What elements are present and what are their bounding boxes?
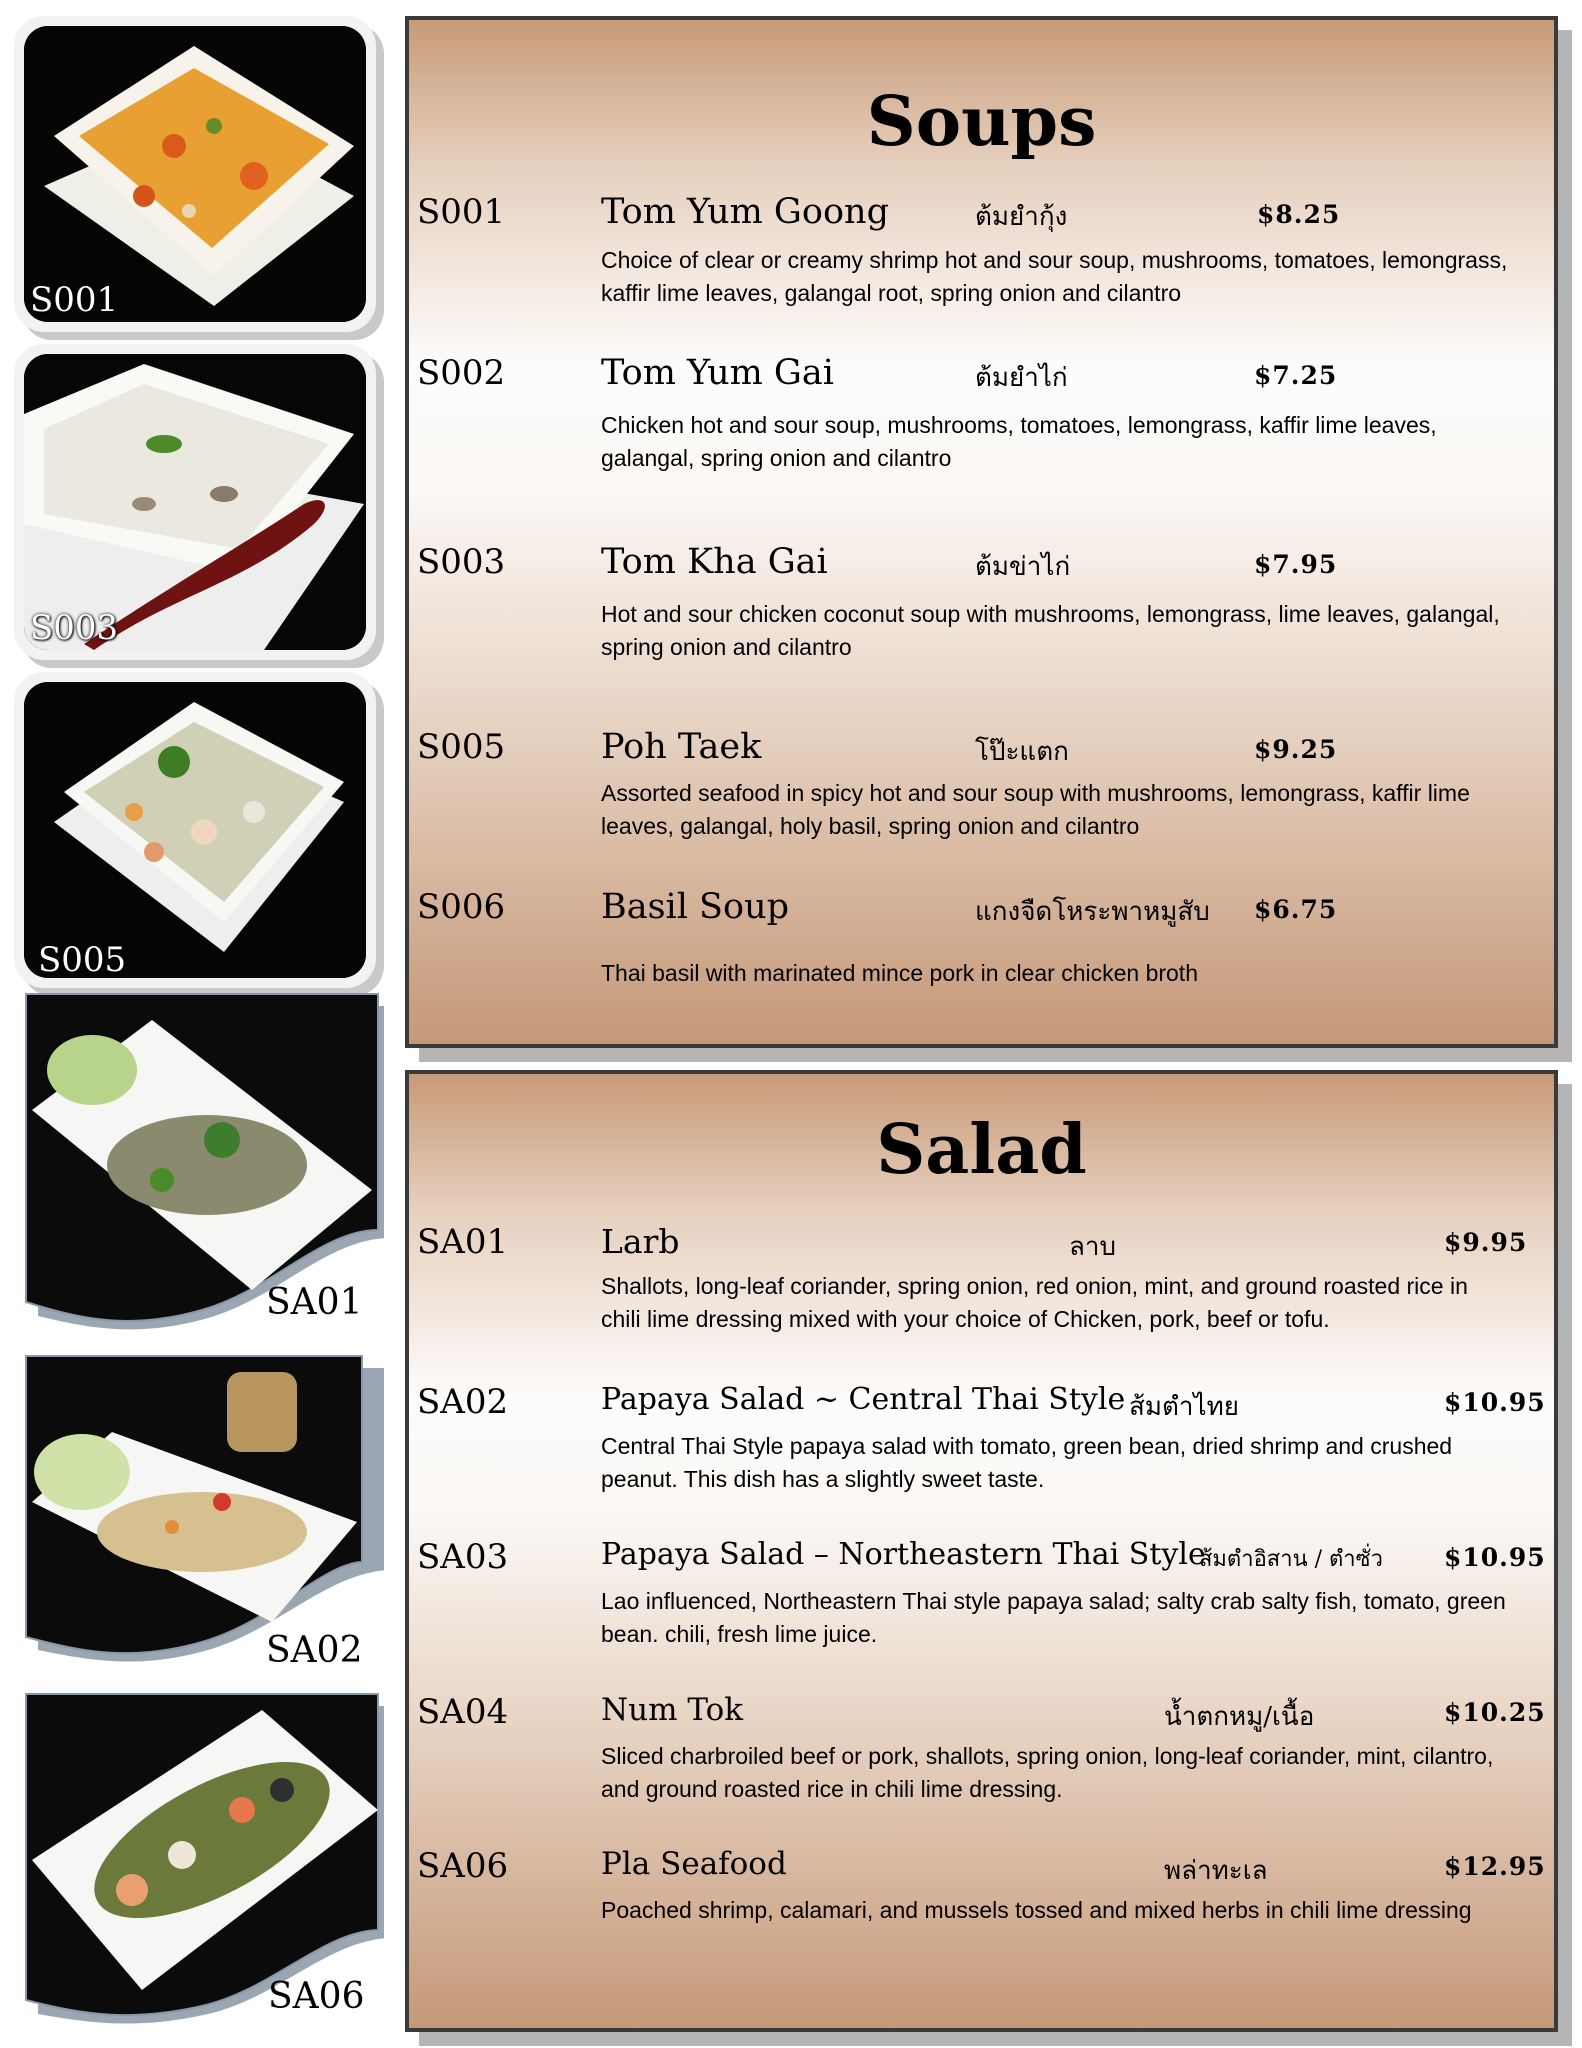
item-description: Choice of clear or creamy shrimp hot and sour soup, mushrooms, tomatoes, lemongrass, kaffir lime leaves, galangal root, spring onion and cilantro (601, 247, 1508, 306)
item-thai-name: ต้มข่าไก่ (975, 552, 1071, 582)
item-description: Assorted seafood in spicy hot and sour soup with mushrooms, lemongrass, kaffir lime leaves, galangal, holy basil, spring onion and cilantro (601, 780, 1470, 839)
item-name: Larb (601, 1222, 680, 1261)
item-description: Poached shrimp, calamari, and mussels tossed and mixed herbs in chili lime dressing (601, 1897, 1472, 1923)
item-thai-name: ส้มตำอิสาน / ตำซั่ว (1199, 1547, 1383, 1572)
salad-panel (405, 1070, 1558, 2032)
item-code: S006 (417, 887, 506, 927)
item-description: Thai basil with marinated mince pork in clear chicken broth (601, 960, 1198, 986)
item-price: $10.25 (1444, 1698, 1546, 1727)
item-price: $12.95 (1444, 1852, 1546, 1881)
item-thai-name: ส้มตำไทย (1129, 1392, 1239, 1422)
photo-card-sa01 (22, 990, 384, 1345)
photo-column (0, 0, 400, 2048)
item-thai-name: น้ำตกหมู/เนื้อ (1164, 1702, 1315, 1732)
photo-label-s003: S003 (30, 608, 119, 648)
item-code: S002 (417, 353, 506, 393)
photo-label-sa06: SA06 (268, 1976, 365, 2017)
item-thai-name: ลาบ (1069, 1232, 1117, 1262)
soups-panel (405, 16, 1558, 1048)
item-name: Papaya Salad – Northeastern Thai Style (601, 1537, 1206, 1572)
item-thai-name: ต้มยำกุ้ง (975, 202, 1068, 232)
item-price: $10.95 (1444, 1543, 1546, 1572)
item-price: $7.95 (1254, 550, 1338, 579)
salad-title: Salad (876, 1110, 1087, 1190)
item-description: Shallots, long-leaf coriander, spring onion, red onion, mint, and ground roasted rice in chili lime dressing mixed with your choice of Chicken, pork, beef or tofu. (601, 1273, 1468, 1332)
item-name: Basil Soup (601, 887, 790, 927)
item-name: Tom Kha Gai (601, 542, 828, 582)
photo-label-s005: S005 (38, 940, 127, 980)
item-name: Tom Yum Gai (601, 353, 834, 393)
item-thai-name: โป๊ะแตก (975, 737, 1069, 767)
soup-bowl-image (24, 26, 366, 322)
item-code: S003 (417, 542, 506, 582)
photo-card-s001 (14, 16, 376, 332)
soup-bowl-image (24, 354, 366, 650)
photo-card-s005 (14, 672, 376, 988)
item-code: SA01 (417, 1222, 509, 1262)
item-code: SA02 (417, 1382, 509, 1422)
item-code: SA04 (417, 1692, 509, 1732)
photo-label-sa01: SA01 (266, 1282, 363, 1323)
item-thai-name: พล่าทะเล (1164, 1856, 1268, 1886)
item-price: $9.95 (1444, 1228, 1528, 1257)
item-name: Tom Yum Goong (601, 192, 889, 232)
item-price: $6.75 (1254, 895, 1338, 924)
item-name: Num Tok (601, 1692, 744, 1728)
item-description: Hot and sour chicken coconut soup with mushrooms, lemongrass, lime leaves, galangal, spring onion and cilantro (601, 601, 1500, 660)
photo-s001 (24, 26, 366, 322)
item-name: Poh Taek (601, 727, 762, 767)
photo-card-sa06 (22, 1690, 384, 2040)
item-description: Sliced charbroiled beef or pork, shallots, spring onion, long-leaf coriander, mint, cilantro, and ground roasted rice in chili lime dressing. (601, 1743, 1494, 1802)
soup-bowl-image (24, 682, 366, 978)
item-price: $8.25 (1257, 200, 1341, 229)
item-name: Papaya Salad ~ Central Thai Style (601, 1382, 1126, 1417)
item-name: Pla Seafood (601, 1846, 787, 1882)
item-price: $10.95 (1444, 1388, 1546, 1417)
item-description: Central Thai Style papaya salad with tomato, green bean, dried shrimp and crushed peanut. This dish has a slightly sweet taste. (601, 1433, 1453, 1492)
item-code: SA03 (417, 1537, 509, 1577)
item-description: Chicken hot and sour soup, mushrooms, tomatoes, lemongrass, kaffir lime leaves, galangal, spring onion and cilantro (601, 412, 1437, 471)
item-code: SA06 (417, 1846, 509, 1886)
photo-label-sa02: SA02 (266, 1630, 363, 1671)
photo-card-s003 (14, 344, 376, 660)
item-code: S005 (417, 727, 506, 767)
item-price: $7.25 (1254, 361, 1338, 390)
item-description: Lao influenced, Northeastern Thai style papaya salad; salty crab salty fish, tomato, green bean. chili, fresh lime juice. (601, 1588, 1506, 1647)
photo-s005 (24, 682, 366, 978)
soups-title: Soups (866, 82, 1097, 162)
photo-card-sa02 (22, 1352, 384, 1682)
item-code: S001 (417, 192, 506, 232)
photo-label-s001: S001 (30, 280, 119, 320)
item-thai-name: ต้มยำไก่ (975, 363, 1068, 393)
photo-s003 (24, 354, 366, 650)
item-thai-name: แกงจืดโหระพาหมูสับ (975, 897, 1210, 927)
item-price: $9.25 (1254, 735, 1338, 764)
